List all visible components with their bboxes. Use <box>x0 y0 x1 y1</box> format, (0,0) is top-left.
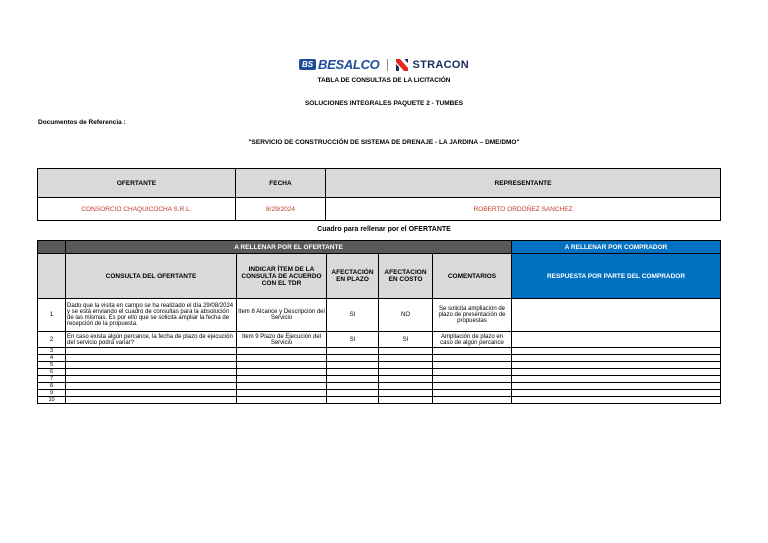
table-row <box>38 376 721 383</box>
table-row <box>38 390 721 397</box>
cell-consulta[interactable] <box>66 390 237 397</box>
header-ofertante: OFERTANTE <box>38 169 236 198</box>
band-comprador: A RELLENAR POR COMPRADOR <box>512 241 721 254</box>
cell-item[interactable] <box>237 383 327 390</box>
cell-comentarios[interactable] <box>433 376 512 383</box>
table-row <box>38 348 721 355</box>
row-number: 9 <box>38 390 66 397</box>
row-number: 3 <box>38 348 66 355</box>
stracon-logo <box>396 59 469 71</box>
value-ofertante: CONSORCIO CHAQUICOCHA S.R.L. <box>38 198 236 221</box>
besalco-mark: BS <box>299 59 316 70</box>
cell-respuesta[interactable] <box>512 362 721 369</box>
table-row <box>38 299 721 332</box>
cell-comentarios[interactable] <box>433 383 512 390</box>
cell-respuesta[interactable] <box>512 390 721 397</box>
cell-item: Item 9 Plazo de Ejecución del Servicio <box>237 332 327 348</box>
row-number: 2 <box>38 332 66 348</box>
cell-consulta[interactable] <box>66 397 237 404</box>
cell-respuesta[interactable] <box>512 383 721 390</box>
cell-comentarios[interactable] <box>433 355 512 362</box>
row-number: 7 <box>38 376 66 383</box>
value-representante: ROBERTO ORDOÑEZ SANCHEZ <box>326 198 721 221</box>
table-row <box>38 355 721 362</box>
cell-plazo: SI <box>327 332 379 348</box>
row-number: 4 <box>38 355 66 362</box>
col-comentarios: COMENTARIOS <box>433 254 512 299</box>
cell-plazo[interactable] <box>327 355 379 362</box>
reference-label: Documentos de Referencia : <box>38 119 126 126</box>
cell-respuesta[interactable] <box>512 369 721 376</box>
cell-plazo[interactable] <box>327 362 379 369</box>
cell-comentarios[interactable] <box>433 362 512 369</box>
col-consulta: CONSULTA DEL OFERTANTE <box>66 254 237 299</box>
cell-costo[interactable] <box>379 397 433 404</box>
cell-costo[interactable] <box>379 362 433 369</box>
cell-consulta: Dado que la visita en campo se ha realizado el día 29/08/2024 y se está enviando el cuadro de consultas para la absolución de las mismas. Es por ello que se solicita ampliar la fecha de recepción de la propuesta. <box>66 299 237 332</box>
row-number: 8 <box>38 383 66 390</box>
table-row <box>38 369 721 376</box>
besalco-wordmark: BESALCO <box>318 57 380 72</box>
cell-costo: SI <box>379 332 433 348</box>
cell-comentarios[interactable] <box>433 390 512 397</box>
band-blank <box>38 241 66 254</box>
cell-plazo[interactable] <box>327 348 379 355</box>
col-item: INDICAR ÍTEM DE LA CONSULTA DE ACUERDO CON EL TDR <box>237 254 327 299</box>
col-costo: AFECTACION EN COSTO <box>379 254 433 299</box>
table-row <box>38 332 721 348</box>
stracon-wordmark: STRACON <box>412 58 469 71</box>
cell-respuesta[interactable] <box>512 376 721 383</box>
logo-separator <box>387 59 388 71</box>
cell-item[interactable] <box>237 355 327 362</box>
cuadro-title: Cuadro para rellenar por el OFERTANTE <box>317 226 451 233</box>
cell-consulta[interactable] <box>66 383 237 390</box>
table-row <box>38 383 721 390</box>
col-respuesta: RESPUESTA POR PARTE DEL COMPRADOR <box>512 254 721 299</box>
col-num <box>38 254 66 299</box>
cell-respuesta[interactable] <box>512 332 721 348</box>
cell-item: Item 8 Alcance y Descripción del Servicio <box>237 299 327 332</box>
header-representante: REPRESENTANTE <box>326 169 721 198</box>
document-subtitle: SOLUCIONES INTEGRALES PAQUETE 2 - TUMBES <box>304 100 464 107</box>
cell-item[interactable] <box>237 376 327 383</box>
cell-consulta: En caso exista algún percance, la fecha de plazo de ejecución del servicio podrá variar? <box>66 332 237 348</box>
band-ofertante: A RELLENAR POR EL OFERTANTE <box>66 241 512 254</box>
header-fecha: FECHA <box>236 169 326 198</box>
cell-comentarios[interactable] <box>433 348 512 355</box>
row-number: 1 <box>38 299 66 332</box>
cell-consulta[interactable] <box>66 348 237 355</box>
table-row <box>38 397 721 404</box>
cell-plazo[interactable] <box>327 369 379 376</box>
cell-costo: NO <box>379 299 433 332</box>
cell-item[interactable] <box>237 362 327 369</box>
cell-plazo[interactable] <box>327 390 379 397</box>
cell-consulta[interactable] <box>66 355 237 362</box>
col-plazo: AFECTACIÓN EN PLAZO <box>327 254 379 299</box>
cell-costo[interactable] <box>379 390 433 397</box>
cell-item[interactable] <box>237 390 327 397</box>
cell-plazo[interactable] <box>327 397 379 404</box>
cell-costo[interactable] <box>379 376 433 383</box>
value-fecha: 8/29/2024 <box>236 198 326 221</box>
cell-costo[interactable] <box>379 348 433 355</box>
row-number: 6 <box>38 369 66 376</box>
cell-respuesta[interactable] <box>512 397 721 404</box>
cell-costo[interactable] <box>379 369 433 376</box>
cell-plazo[interactable] <box>327 376 379 383</box>
cell-item[interactable] <box>237 348 327 355</box>
stracon-mark-icon <box>396 59 408 71</box>
row-number: 10 <box>38 397 66 404</box>
cell-consulta[interactable] <box>66 362 237 369</box>
info-table <box>37 168 721 221</box>
cell-plazo[interactable] <box>327 383 379 390</box>
cell-respuesta[interactable] <box>512 299 721 332</box>
besalco-logo <box>299 57 379 72</box>
cell-costo[interactable] <box>379 383 433 390</box>
cell-costo[interactable] <box>379 355 433 362</box>
cell-item[interactable] <box>237 397 327 404</box>
cell-item[interactable] <box>237 369 327 376</box>
row-number: 5 <box>38 362 66 369</box>
cell-respuesta[interactable] <box>512 355 721 362</box>
cell-comentarios[interactable] <box>433 369 512 376</box>
logo-row <box>0 57 768 72</box>
consultas-table <box>37 240 721 404</box>
cell-comentarios[interactable] <box>433 397 512 404</box>
cell-respuesta[interactable] <box>512 348 721 355</box>
cell-consulta[interactable] <box>66 376 237 383</box>
table-row <box>38 362 721 369</box>
project-name: "SERVICIO DE CONSTRUCCIÓN DE SISTEMA DE DRENAJE - LA JARDINA – DME/DMO" <box>248 139 520 146</box>
cell-plazo: SI <box>327 299 379 332</box>
cell-comentarios: Ampliación de plazo en caso de algún percance <box>433 332 512 348</box>
cell-comentarios: Se solicita ampliación de plazo de presentación de propuestas <box>433 299 512 332</box>
document-title: TABLA DE CONSULTAS DE LA LICITACIÓN <box>317 77 451 84</box>
cell-consulta[interactable] <box>66 369 237 376</box>
